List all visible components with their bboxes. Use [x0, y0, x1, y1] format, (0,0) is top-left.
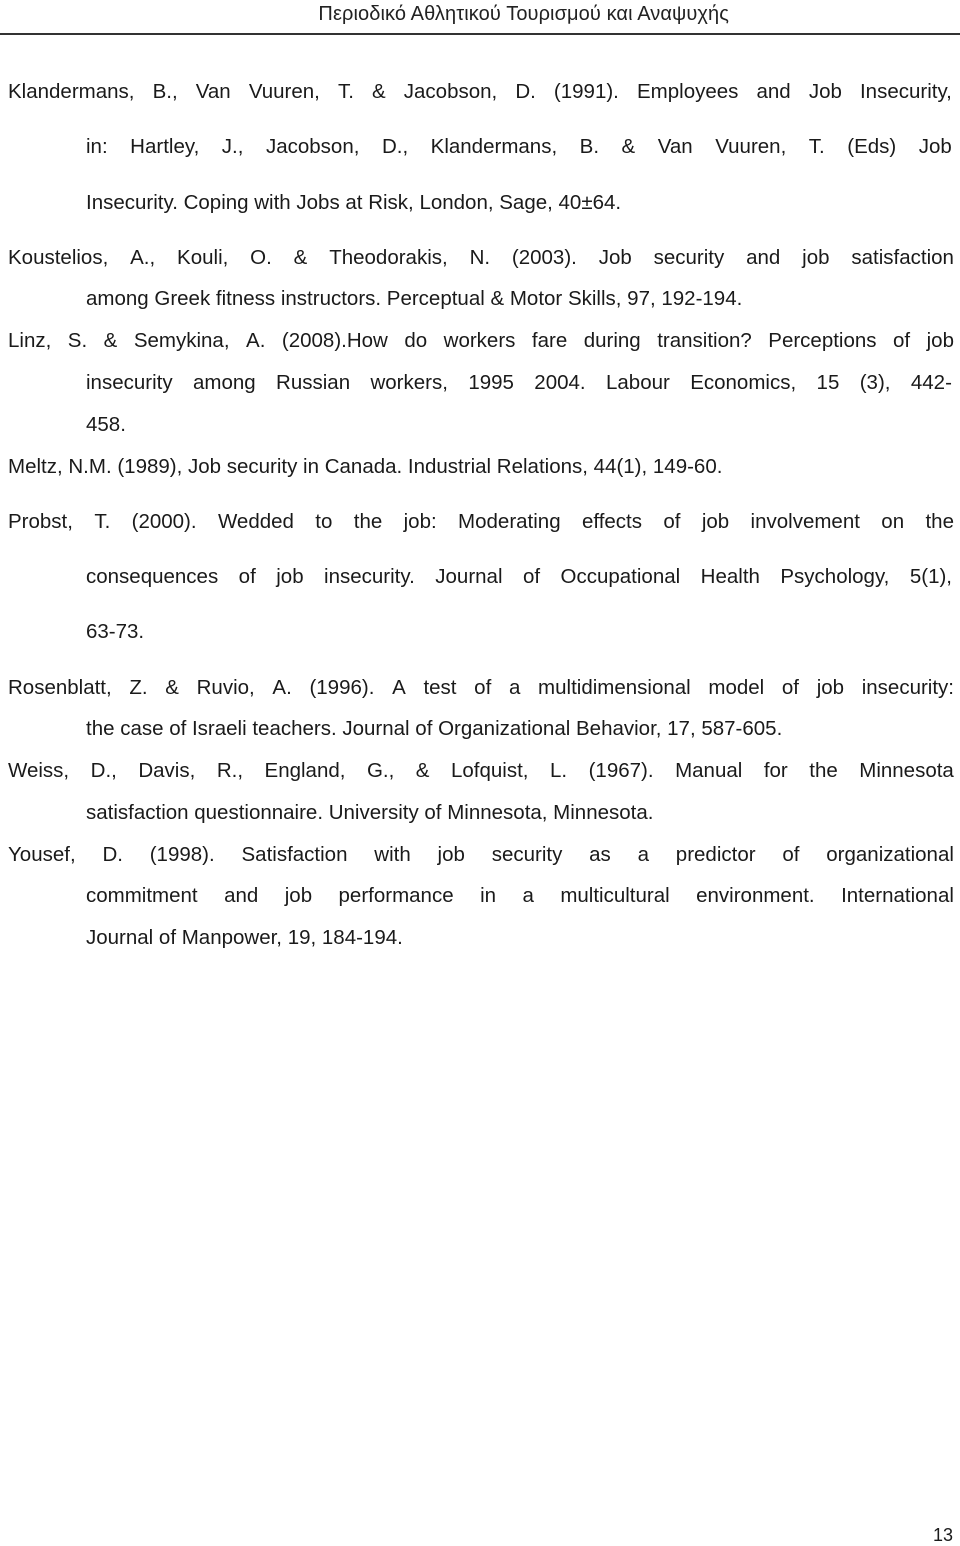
word: Z. — [129, 676, 148, 699]
word: 2004. — [534, 371, 586, 394]
word: Insecurity, — [859, 80, 952, 103]
word: among — [192, 371, 256, 394]
word: Moderating — [458, 510, 561, 533]
word: (1998). — [149, 843, 215, 866]
word: the — [809, 759, 838, 782]
word: R., — [216, 759, 244, 782]
word: Jacobson, — [265, 135, 360, 158]
reference-klandermans-line-2 — [86, 135, 952, 159]
word: (2008).How — [281, 329, 388, 352]
word: T. — [808, 135, 825, 158]
word: (3), — [859, 371, 891, 394]
word: Manual — [675, 759, 743, 782]
word: Klandermans, — [8, 80, 135, 103]
word: Psychology, — [780, 565, 890, 588]
word: Health — [700, 565, 760, 588]
word: job: — [403, 510, 437, 533]
word: S. — [67, 329, 88, 352]
word: job — [816, 676, 845, 699]
word: Perceptions — [768, 329, 877, 352]
word: commitment — [86, 884, 198, 907]
word: O. — [250, 246, 272, 269]
word: (1991). — [553, 80, 619, 103]
word: Van — [195, 80, 231, 103]
word: Labour — [605, 371, 670, 394]
word: Employees — [636, 80, 739, 103]
word: Vuuren, — [715, 135, 787, 158]
word: T. — [337, 80, 354, 103]
reference-meltz-line-1: Meltz, N.M. (1989), Job security in Canada. Industrial Relations, 44(1), 149-60. — [8, 455, 723, 478]
word: 15 — [816, 371, 840, 394]
word: D. — [102, 843, 123, 866]
word: & — [372, 80, 386, 103]
word: (2000). — [131, 510, 197, 533]
word: job — [437, 843, 465, 866]
word: Russian — [276, 371, 351, 394]
word: Occupational — [560, 565, 681, 588]
word: multicultural — [560, 884, 670, 907]
word: Rosenblatt, — [8, 676, 112, 699]
word: performance — [338, 884, 454, 907]
reference-linz-line-1 — [8, 329, 954, 353]
word: Satisfaction — [241, 843, 348, 866]
word: Probst, — [8, 510, 73, 533]
reference-yousef-line-1 — [8, 843, 954, 867]
word: and — [756, 80, 791, 103]
word: J., — [221, 135, 244, 158]
reference-yousef-line-3: Journal of Manpower, 19, 184-194. — [86, 926, 403, 949]
page-number: 13 — [932, 1525, 953, 1545]
word: (1996). — [309, 676, 375, 699]
word: D. — [515, 80, 536, 103]
word: a — [508, 676, 521, 699]
word: International — [841, 884, 954, 907]
word: during — [583, 329, 641, 352]
reference-klandermans-line-1 — [8, 80, 952, 104]
word: T. — [94, 510, 111, 533]
word: & — [621, 135, 636, 158]
reference-linz-line-3: 458. — [86, 413, 126, 436]
word: Job — [918, 135, 952, 158]
word: & — [165, 676, 179, 699]
word: Ruvio, — [196, 676, 255, 699]
reference-rosenblatt-line-1 — [8, 676, 954, 700]
word: involvement — [750, 510, 860, 533]
word: & — [415, 759, 430, 782]
word: with — [374, 843, 411, 866]
word: workers — [443, 329, 516, 352]
word: of — [238, 565, 256, 588]
word: A., — [130, 246, 156, 269]
word: Economics, — [690, 371, 797, 394]
word: model — [708, 676, 765, 699]
word: job — [701, 510, 730, 533]
word: as — [589, 843, 611, 866]
reference-koustelios-line-1 — [8, 246, 954, 270]
header-rule — [0, 33, 960, 35]
reference-yousef-line-2 — [86, 884, 954, 908]
word: environment. — [696, 884, 815, 907]
word: Job — [598, 246, 632, 269]
word: insecurity. — [324, 565, 415, 588]
word: Journal — [435, 565, 503, 588]
word: job — [284, 884, 313, 907]
word: and — [746, 246, 781, 269]
word: job — [802, 246, 830, 269]
word: security — [653, 246, 725, 269]
word: Kouli, — [177, 246, 229, 269]
word: fare — [531, 329, 568, 352]
word: England, — [264, 759, 346, 782]
word: job — [276, 565, 304, 588]
word: A. — [246, 329, 266, 352]
word: the — [925, 510, 954, 533]
word: on — [881, 510, 905, 533]
word: B., — [152, 80, 178, 103]
word: insecurity: — [861, 676, 954, 699]
word: test — [423, 676, 457, 699]
word: a — [522, 884, 534, 907]
word: job — [926, 329, 954, 352]
word: (1967). — [588, 759, 654, 782]
word: B. — [579, 135, 600, 158]
word: consequences — [86, 565, 219, 588]
word: Minnesota — [859, 759, 954, 782]
word: organizational — [826, 843, 954, 866]
word: of — [474, 676, 492, 699]
word: (Eds) — [847, 135, 897, 158]
word: and — [224, 884, 259, 907]
reference-rosenblatt-line-2: the case of Israeli teachers. Journal of Organizational Behavior, 17, 587-605. — [86, 717, 783, 740]
word: effects — [581, 510, 642, 533]
word: for — [763, 759, 788, 782]
word: in: — [86, 135, 108, 158]
word: L. — [549, 759, 568, 782]
word: (2003). — [511, 246, 577, 269]
word: of — [522, 565, 541, 588]
word: to — [315, 510, 333, 533]
running-header-title: Περιοδικό Αθλητικού Τουρισμού και Αναψυχής — [318, 3, 729, 25]
word: multidimensional — [538, 676, 691, 699]
word: Wedded — [217, 510, 294, 533]
reference-klandermans-line-3: Insecurity. Coping with Jobs at Risk, London, Sage, 40±64. — [86, 191, 622, 214]
reference-probst-line-2 — [86, 565, 952, 589]
word: Semykina, — [133, 329, 230, 352]
word: insecurity — [86, 371, 173, 394]
word: Koustelios, — [8, 246, 109, 269]
reference-weiss-line-1 — [8, 759, 954, 783]
word: of — [782, 843, 800, 866]
word: of — [893, 329, 911, 352]
word: workers, — [370, 371, 448, 394]
reference-linz-line-2 — [86, 371, 952, 395]
word: 5(1), — [909, 565, 952, 588]
word: N. — [469, 246, 491, 269]
word: A — [392, 676, 406, 699]
word: Vuuren, — [248, 80, 320, 103]
word: Yousef, — [8, 843, 76, 866]
word: D., — [90, 759, 117, 782]
word: the — [353, 510, 383, 533]
word: A. — [272, 676, 292, 699]
word: Jacobson, — [403, 80, 498, 103]
reference-koustelios-line-2: among Greek fitness instructors. Perceptual & Motor Skills, 97, 192-194. — [86, 287, 743, 310]
word: & — [293, 246, 308, 269]
word: G., — [366, 759, 395, 782]
word: satisfaction — [851, 246, 954, 269]
word: a — [637, 843, 649, 866]
word: Linz, — [8, 329, 52, 352]
word: Hartley, — [130, 135, 200, 158]
word: 1995 — [468, 371, 514, 394]
word: & — [103, 329, 118, 352]
word: Weiss, — [8, 759, 70, 782]
word: Lofquist, — [450, 759, 529, 782]
reference-probst-line-1 — [8, 510, 954, 534]
word: Klandermans, — [430, 135, 558, 158]
word: do — [404, 329, 428, 352]
word: Job — [808, 80, 842, 103]
word: D., — [381, 135, 409, 158]
word: in — [480, 884, 497, 907]
word: security — [491, 843, 563, 866]
word: of — [781, 676, 800, 699]
reference-probst-line-3: 63-73. — [86, 620, 145, 643]
word: 442- — [910, 371, 952, 394]
word: Theodorakis, — [329, 246, 448, 269]
word: Van — [657, 135, 693, 158]
word: predictor — [675, 843, 756, 866]
reference-weiss-line-2: satisfaction questionnaire. University of Minnesota, Minnesota. — [86, 801, 654, 824]
word: transition? — [657, 329, 752, 352]
word: Davis, — [138, 759, 196, 782]
word: of — [663, 510, 681, 533]
